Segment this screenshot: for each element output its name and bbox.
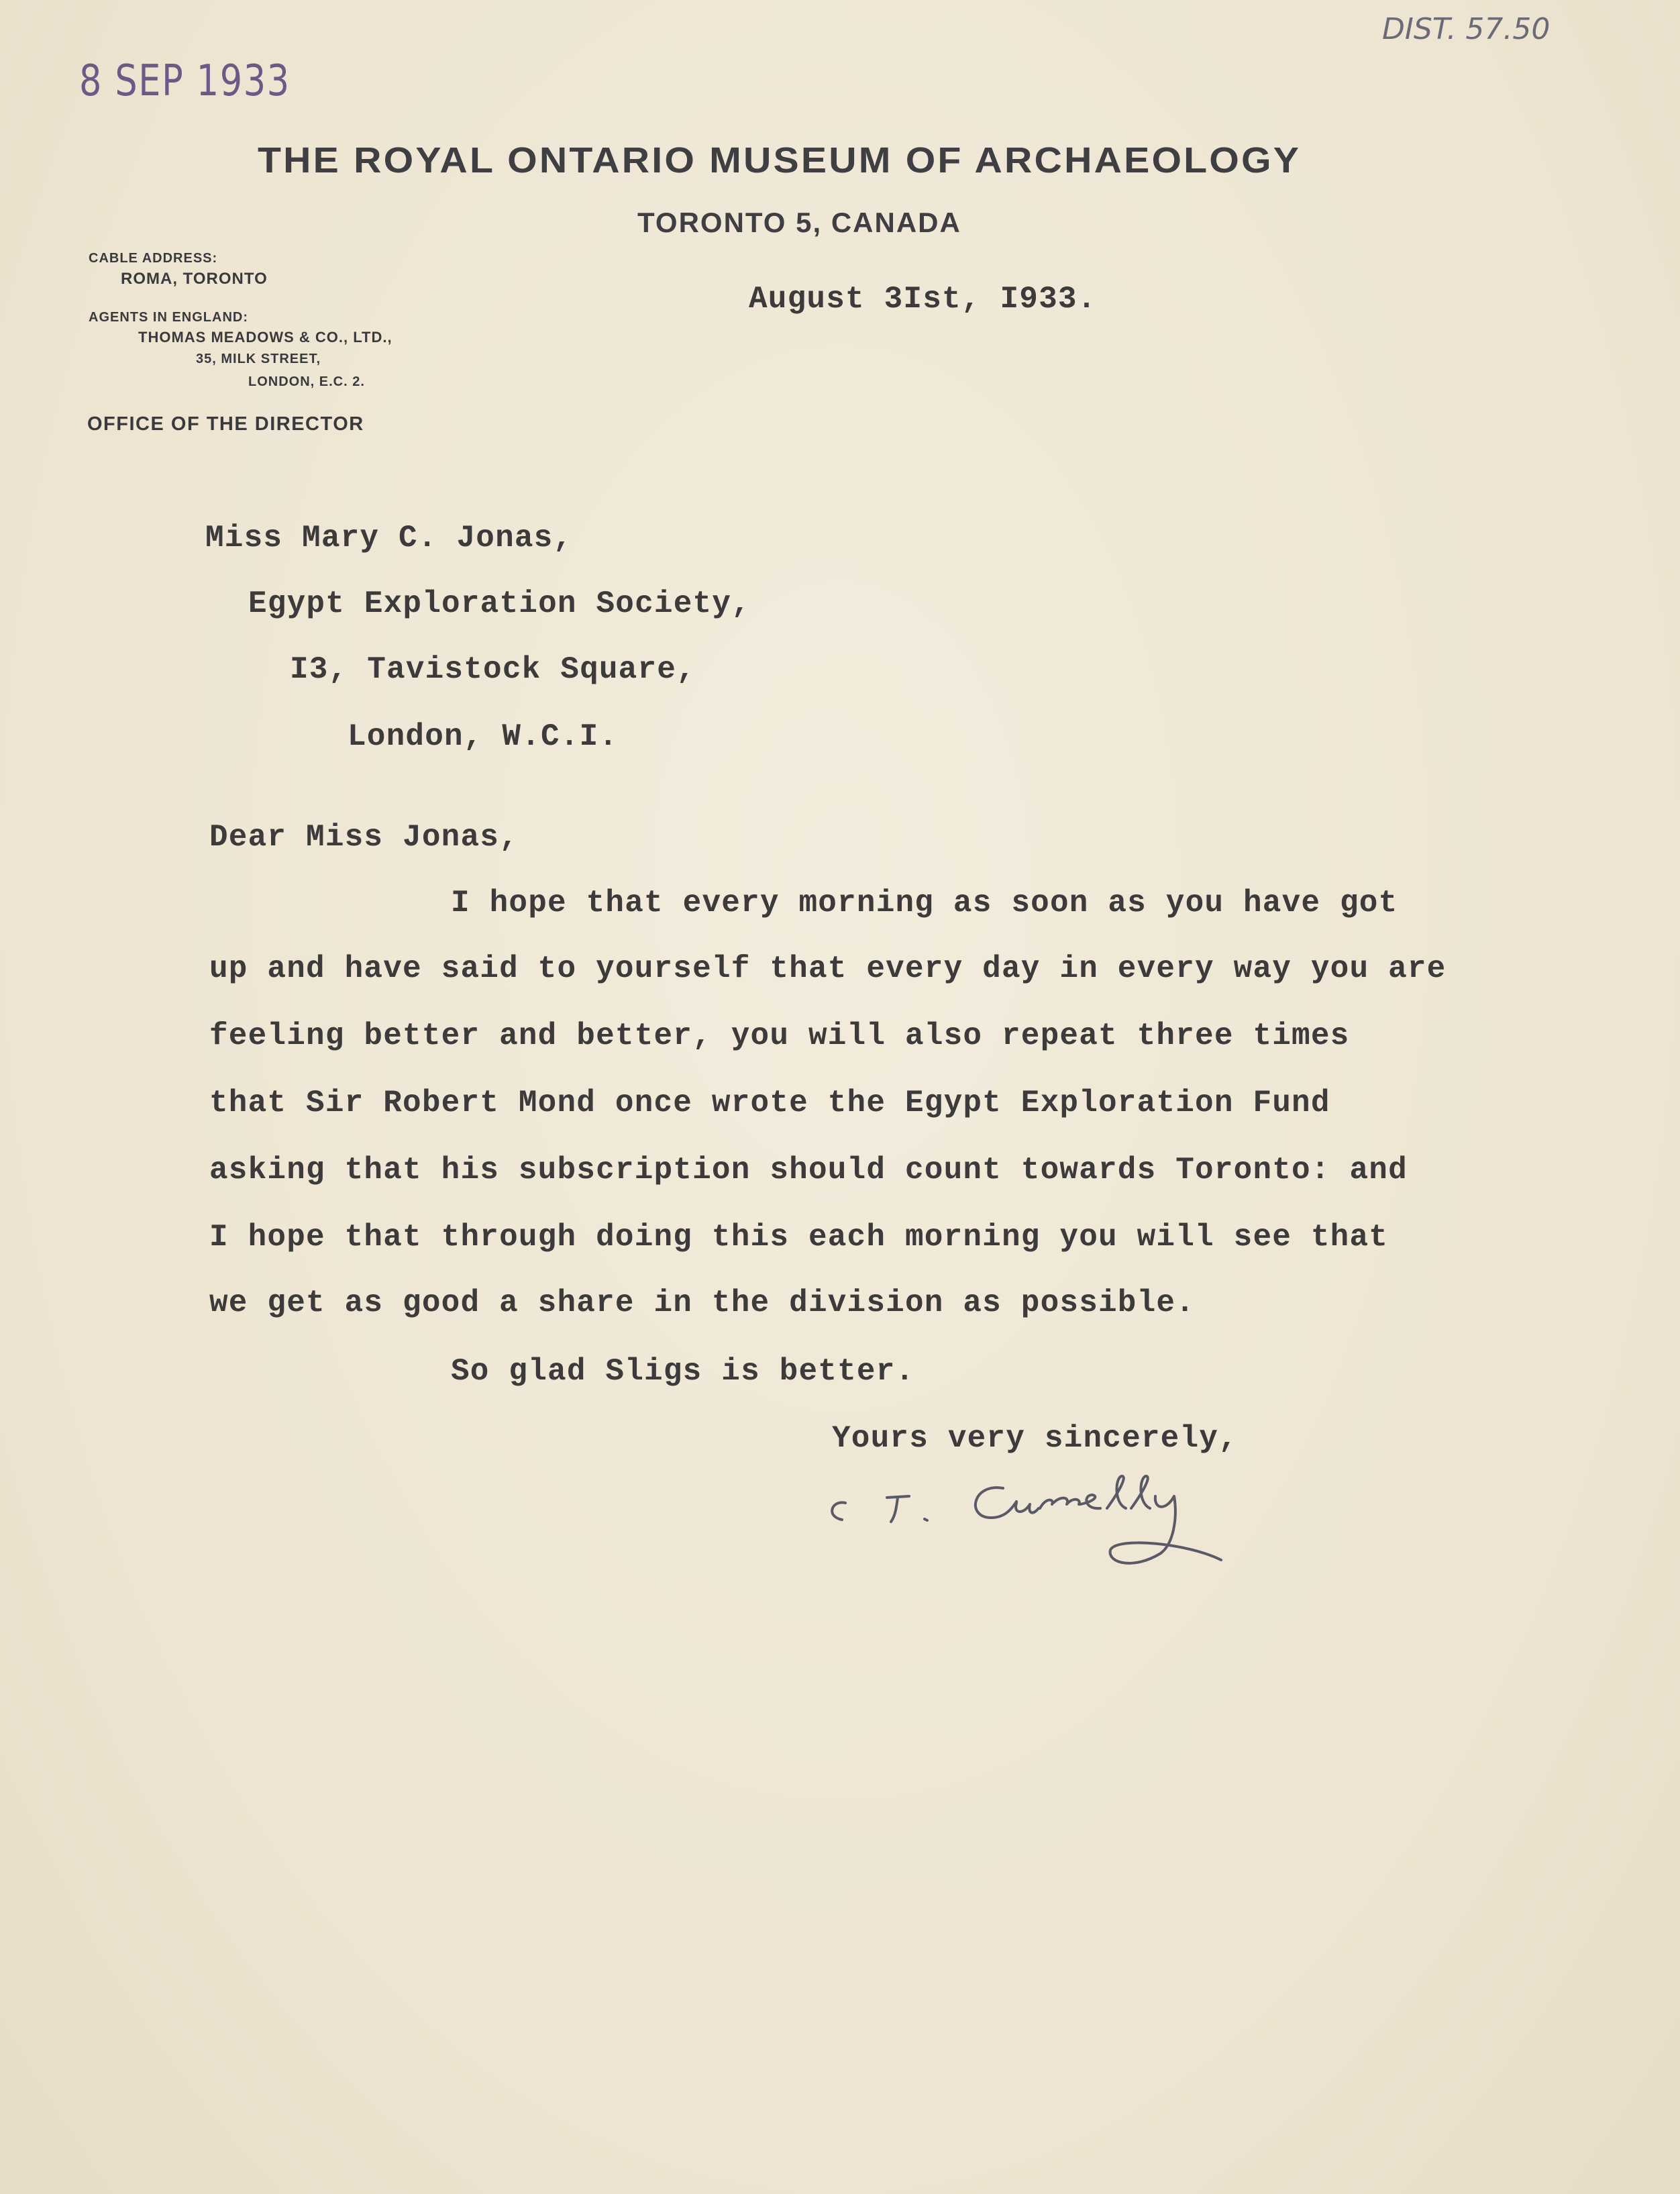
body-line: up and have said to yourself that every day in every way you are	[209, 951, 1447, 986]
office-of-director: OFFICE OF THE DIRECTOR	[87, 413, 364, 435]
letterhead-location: TORONTO 5, CANADA	[637, 207, 961, 238]
recipient-organization: Egypt Exploration Society,	[248, 586, 751, 621]
body-line: feeling better and better, you will also repeat three times	[209, 1018, 1350, 1053]
body-line: I hope that every morning as soon as you have got	[451, 886, 1398, 921]
body-line: asking that his subscription should count towards Toronto: and	[209, 1153, 1408, 1188]
archive-reference: DIST. 57.50	[1382, 12, 1551, 46]
salutation: Dear Miss Jonas,	[209, 820, 519, 855]
signature-drawing	[812, 1469, 1362, 1604]
recipient-city: London, W.C.I.	[348, 719, 619, 754]
agents-city: LONDON, E.C. 2.	[248, 374, 365, 389]
letterhead-institution: THE ROYAL ONTARIO MUSEUM OF ARCHAEOLOGY	[258, 140, 1302, 180]
body-line: that Sir Robert Mond once wrote the Egypt Exploration Fund	[209, 1086, 1330, 1120]
body-line: we get as good a share in the division as possible.	[209, 1286, 1196, 1320]
agents-street: 35, MILK STREET,	[196, 352, 321, 366]
handwritten-signature	[812, 1469, 1362, 1607]
body-line: I hope that through doing this each morning you will see that	[209, 1220, 1389, 1255]
agents-label: AGENTS IN ENGLAND:	[89, 310, 248, 325]
recipient-name: Miss Mary C. Jonas,	[205, 521, 573, 556]
postscript: So glad Sligs is better.	[451, 1354, 915, 1389]
recipient-street: I3, Tavistock Square,	[290, 652, 696, 687]
cable-address-value: ROMA, TORONTO	[121, 270, 268, 288]
cable-address-label: CABLE ADDRESS:	[89, 251, 218, 266]
agents-name: THOMAS MEADOWS & CO., LTD.,	[138, 329, 392, 346]
letter-date: August 3Ist, I933.	[749, 282, 1097, 317]
closing: Yours very sincerely,	[832, 1421, 1238, 1456]
received-date-stamp: 8 SEP 1933	[79, 56, 291, 106]
